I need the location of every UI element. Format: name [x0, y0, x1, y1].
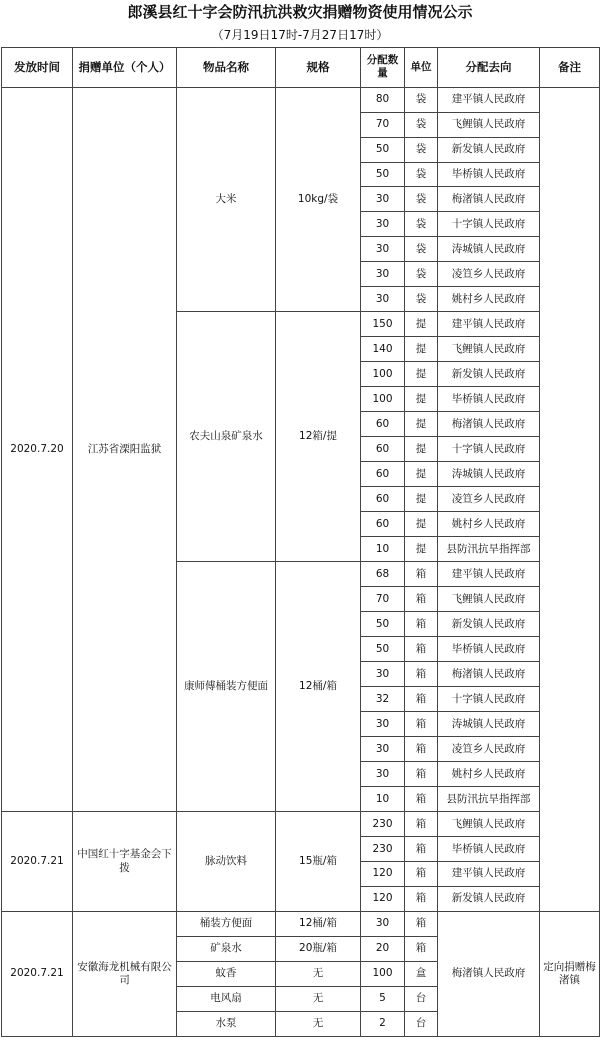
cell-dest: 毕桥镇人民政府 — [438, 387, 540, 412]
cell-item-name: 康师傅桶装方便面 — [177, 562, 276, 812]
cell-note-empty — [540, 87, 600, 911]
cell-unit: 提 — [405, 362, 438, 387]
header-item: 物品名称 — [177, 48, 276, 88]
cell-date: 2020.7.21 — [2, 812, 73, 912]
cell-qty: 140 — [361, 337, 405, 362]
cell-qty: 60 — [361, 412, 405, 437]
cell-unit: 袋 — [405, 112, 438, 137]
cell-dest: 建平镇人民政府 — [438, 87, 540, 112]
cell-unit: 箱 — [405, 837, 438, 862]
cell-dest: 姚村乡人民政府 — [438, 512, 540, 537]
cell-qty: 30 — [361, 712, 405, 737]
cell-unit: 袋 — [405, 237, 438, 262]
cell-unit: 箱 — [405, 587, 438, 612]
cell-dest: 建平镇人民政府 — [438, 562, 540, 587]
cell-qty: 60 — [361, 512, 405, 537]
cell-dest: 县防汛抗旱指挥部 — [438, 537, 540, 562]
cell-qty: 60 — [361, 487, 405, 512]
cell-note: 定向捐赠梅渚镇 — [540, 912, 600, 1037]
cell-qty: 30 — [361, 762, 405, 787]
cell-unit: 提 — [405, 487, 438, 512]
cell-item-name: 水泵 — [177, 1011, 276, 1036]
cell-unit: 袋 — [405, 212, 438, 237]
cell-donor: 安徽海龙机械有限公司 — [73, 912, 177, 1037]
table-row — [2, 812, 600, 837]
header-qty: 分配数量 — [361, 48, 405, 88]
header-donor: 捐赠单位（个人） — [73, 48, 177, 88]
table-row — [2, 912, 600, 937]
cell-qty: 120 — [361, 862, 405, 887]
cell-item-name: 矿泉水 — [177, 937, 276, 962]
header-date: 发放时间 — [2, 48, 73, 88]
cell-qty: 30 — [361, 662, 405, 687]
cell-item-name: 电风扇 — [177, 986, 276, 1011]
cell-date: 2020.7.20 — [2, 87, 73, 812]
document-title: 郎溪县红十字会防汛抗洪救灾捐赠物资使用情况公示 — [127, 3, 473, 21]
cell-item-name: 农夫山泉矿泉水 — [177, 312, 276, 562]
cell-dest: 涛城镇人民政府 — [438, 237, 540, 262]
cell-unit: 袋 — [405, 87, 438, 112]
cell-unit: 台 — [405, 986, 438, 1011]
cell-spec: 15瓶/箱 — [276, 812, 361, 912]
cell-qty: 230 — [361, 837, 405, 862]
cell-dest: 十字镇人民政府 — [438, 212, 540, 237]
cell-dest: 梅渚镇人民政府 — [438, 912, 540, 1037]
cell-qty: 5 — [361, 986, 405, 1011]
cell-spec: 无 — [276, 986, 361, 1011]
cell-qty: 10 — [361, 787, 405, 812]
cell-date: 2020.7.21 — [2, 912, 73, 1037]
cell-unit: 提 — [405, 312, 438, 337]
header-unit: 单位 — [405, 48, 438, 88]
cell-qty: 30 — [361, 237, 405, 262]
cell-unit: 箱 — [405, 862, 438, 887]
cell-dest: 新发镇人民政府 — [438, 137, 540, 162]
cell-dest: 飞鲤镇人民政府 — [438, 112, 540, 137]
cell-qty: 100 — [361, 362, 405, 387]
cell-unit: 箱 — [405, 687, 438, 712]
cell-qty: 150 — [361, 312, 405, 337]
cell-unit: 箱 — [405, 762, 438, 787]
cell-dest: 凌笪乡人民政府 — [438, 262, 540, 287]
cell-spec: 20瓶/箱 — [276, 937, 361, 962]
cell-dest: 姚村乡人民政府 — [438, 762, 540, 787]
cell-dest: 姚村乡人民政府 — [438, 287, 540, 312]
cell-dest: 梅渚镇人民政府 — [438, 412, 540, 437]
cell-qty: 80 — [361, 87, 405, 112]
cell-qty: 32 — [361, 687, 405, 712]
cell-qty: 50 — [361, 612, 405, 637]
header-spec: 规格 — [276, 48, 361, 88]
cell-donor: 中国红十字基金会下拨 — [73, 812, 177, 912]
cell-unit: 箱 — [405, 912, 438, 937]
header-note: 备注 — [540, 48, 600, 88]
cell-dest: 十字镇人民政府 — [438, 687, 540, 712]
distribution-table — [1, 47, 600, 1037]
cell-spec: 12桶/箱 — [276, 562, 361, 812]
cell-unit: 提 — [405, 412, 438, 437]
cell-dest: 凌笪乡人民政府 — [438, 487, 540, 512]
cell-spec: 12桶/箱 — [276, 912, 361, 937]
cell-dest: 新发镇人民政府 — [438, 612, 540, 637]
cell-dest: 新发镇人民政府 — [438, 362, 540, 387]
cell-item-name: 桶装方便面 — [177, 912, 276, 937]
cell-qty: 20 — [361, 937, 405, 962]
cell-unit: 盒 — [405, 962, 438, 987]
cell-unit: 箱 — [405, 812, 438, 837]
cell-dest: 梅渚镇人民政府 — [438, 662, 540, 687]
cell-unit: 箱 — [405, 712, 438, 737]
cell-unit: 箱 — [405, 612, 438, 637]
cell-spec: 10kg/袋 — [276, 87, 361, 312]
cell-qty: 30 — [361, 262, 405, 287]
cell-qty: 10 — [361, 537, 405, 562]
cell-unit: 箱 — [405, 562, 438, 587]
cell-unit: 箱 — [405, 937, 438, 962]
document-subtitle: （7月19日17时-7月27日17时） — [211, 28, 389, 42]
cell-qty: 60 — [361, 462, 405, 487]
cell-unit: 袋 — [405, 262, 438, 287]
cell-qty: 60 — [361, 437, 405, 462]
cell-item-name: 脉动饮料 — [177, 812, 276, 912]
cell-qty: 100 — [361, 387, 405, 412]
cell-qty: 30 — [361, 212, 405, 237]
cell-unit: 袋 — [405, 287, 438, 312]
cell-dest: 飞鲤镇人民政府 — [438, 337, 540, 362]
cell-dest: 新发镇人民政府 — [438, 887, 540, 912]
cell-unit: 箱 — [405, 637, 438, 662]
cell-qty: 120 — [361, 887, 405, 912]
cell-qty: 30 — [361, 287, 405, 312]
cell-item-name: 大米 — [177, 87, 276, 312]
cell-unit: 箱 — [405, 887, 438, 912]
cell-unit: 箱 — [405, 737, 438, 762]
cell-qty: 50 — [361, 162, 405, 187]
cell-qty: 2 — [361, 1011, 405, 1036]
cell-unit: 台 — [405, 1011, 438, 1036]
cell-qty: 30 — [361, 187, 405, 212]
cell-qty: 70 — [361, 112, 405, 137]
cell-qty: 230 — [361, 812, 405, 837]
cell-unit: 提 — [405, 437, 438, 462]
cell-unit: 箱 — [405, 662, 438, 687]
cell-dest: 涛城镇人民政府 — [438, 462, 540, 487]
cell-unit: 提 — [405, 462, 438, 487]
cell-unit: 袋 — [405, 137, 438, 162]
cell-qty: 68 — [361, 562, 405, 587]
cell-unit: 箱 — [405, 787, 438, 812]
cell-unit: 袋 — [405, 187, 438, 212]
cell-dest: 涛城镇人民政府 — [438, 712, 540, 737]
cell-dest: 毕桥镇人民政府 — [438, 162, 540, 187]
cell-dest: 毕桥镇人民政府 — [438, 837, 540, 862]
cell-item-name: 蚊香 — [177, 962, 276, 987]
cell-qty: 30 — [361, 912, 405, 937]
cell-unit: 提 — [405, 537, 438, 562]
cell-unit: 袋 — [405, 162, 438, 187]
cell-dest: 梅渚镇人民政府 — [438, 187, 540, 212]
cell-qty: 70 — [361, 587, 405, 612]
cell-qty: 50 — [361, 137, 405, 162]
cell-dest: 建平镇人民政府 — [438, 862, 540, 887]
cell-dest: 十字镇人民政府 — [438, 437, 540, 462]
cell-dest: 毕桥镇人民政府 — [438, 637, 540, 662]
cell-donor: 江苏省溧阳监狱 — [73, 87, 177, 812]
cell-spec: 无 — [276, 962, 361, 987]
cell-dest: 建平镇人民政府 — [438, 312, 540, 337]
cell-qty: 50 — [361, 637, 405, 662]
cell-qty: 30 — [361, 737, 405, 762]
table-row — [2, 87, 600, 112]
cell-unit: 提 — [405, 387, 438, 412]
cell-qty: 100 — [361, 962, 405, 987]
header-dest: 分配去向 — [438, 48, 540, 88]
cell-spec: 12箱/提 — [276, 312, 361, 562]
cell-unit: 提 — [405, 512, 438, 537]
cell-unit: 提 — [405, 337, 438, 362]
cell-dest: 飞鲤镇人民政府 — [438, 587, 540, 612]
header-row — [2, 48, 600, 88]
cell-dest: 凌笪乡人民政府 — [438, 737, 540, 762]
cell-spec: 无 — [276, 1011, 361, 1036]
cell-dest: 县防汛抗旱指挥部 — [438, 787, 540, 812]
table-body — [2, 48, 600, 1037]
cell-dest: 飞鲤镇人民政府 — [438, 812, 540, 837]
